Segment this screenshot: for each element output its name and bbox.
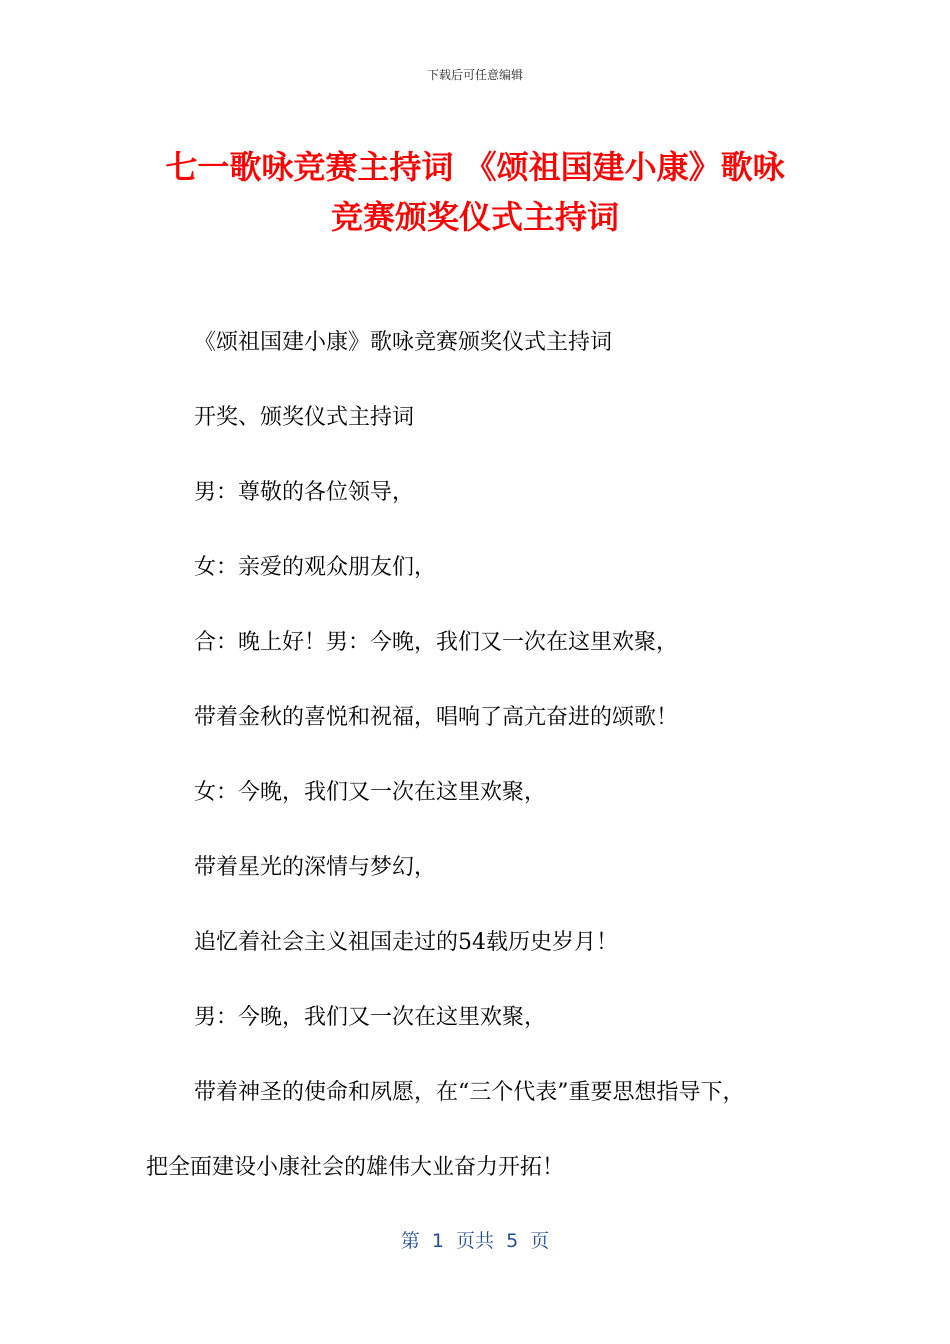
document-title — [130, 142, 820, 242]
title-line-1: 七一歌咏竞赛主持词 《颂祖国建小康》歌咏 — [165, 148, 785, 186]
paragraph: 带着星光的深情与梦幻， — [194, 855, 437, 880]
title-line-2: 竞赛颁奖仪式主持词 — [330, 198, 619, 236]
paragraph: 男：今晚，我们又一次在这里欢聚， — [194, 1005, 547, 1030]
paragraph: 带着金秋的喜悦和祝福，唱响了高亢奋进的颂歌！ — [194, 705, 679, 730]
paragraph: 把全面建设小康社会的雄伟大业奋力开拓！ — [146, 1155, 565, 1180]
paragraph: 《颂祖国建小康》歌咏竞赛颁奖仪式主持词 — [194, 330, 613, 355]
paragraph: 追忆着社会主义祖国走过的54载历史岁月！ — [194, 930, 618, 955]
page-footer: 第 1 页共 5 页 — [400, 1230, 550, 1252]
paragraph: 女：亲爱的观众朋友们， — [194, 555, 437, 580]
paragraph: 带着神圣的使命和夙愿，在“三个代表”重要思想指导下， — [194, 1080, 745, 1105]
paragraph: 合：晚上好！男：今晚，我们又一次在这里欢聚， — [194, 630, 679, 655]
paragraph: 开奖、颁奖仪式主持词 — [194, 405, 415, 430]
header-note: 下载后可任意编辑 — [426, 68, 523, 82]
paragraph: 男：尊敬的各位领导， — [194, 480, 415, 505]
paragraph: 女：今晚，我们又一次在这里欢聚， — [194, 780, 547, 805]
